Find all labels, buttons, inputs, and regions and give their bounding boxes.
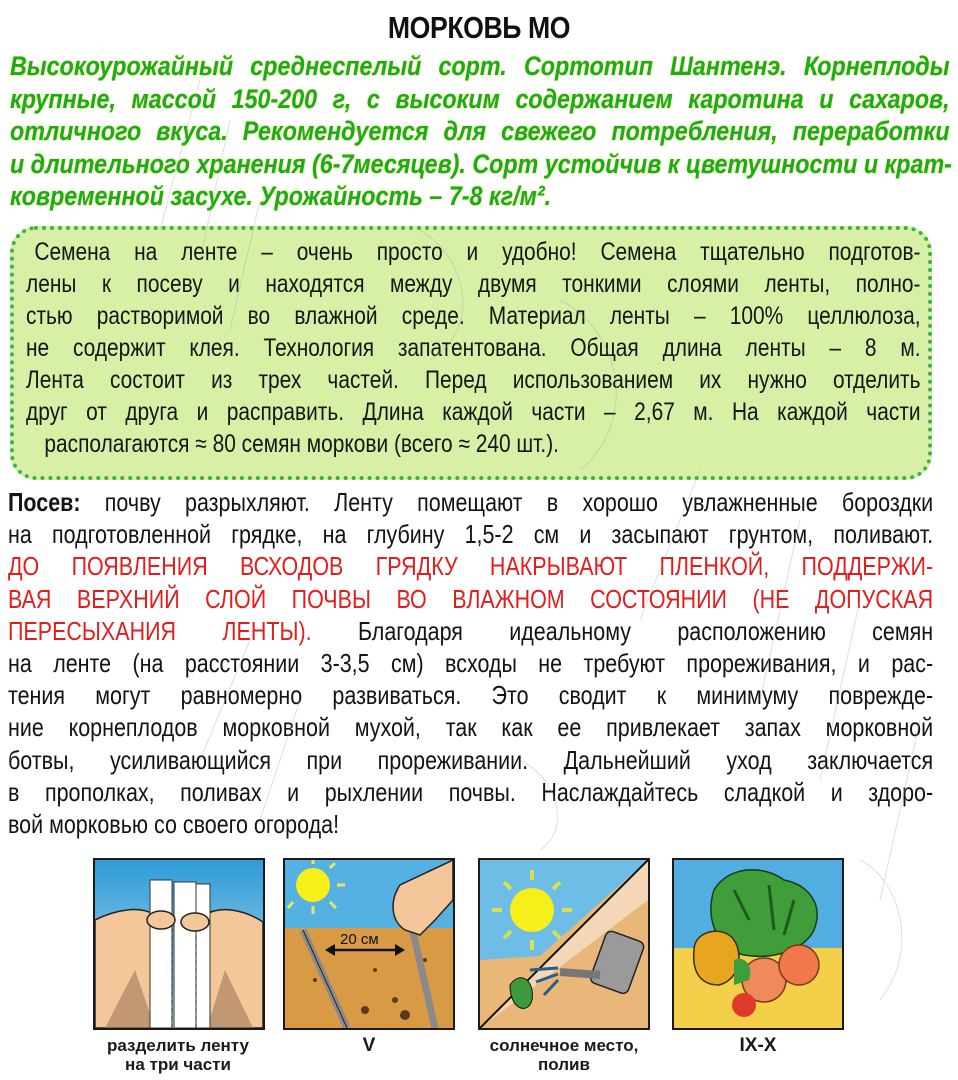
sowing-rows-icon [283, 858, 455, 1030]
sowing-line: вой морковью со своего огорода! [8, 809, 340, 840]
seed-tape-info-text [26, 236, 921, 460]
info-line: стью растворимой во влажной среде. Материал ленты – 100% целлюлоза, [26, 302, 921, 330]
sowing-line: тения могут равномерно развиваться. Это сводит к минимуму поврежде- [8, 680, 934, 711]
sowing-instructions [8, 486, 933, 840]
sun-and-watering-icon [478, 858, 650, 1030]
sowing-line: Посев: почву разрыхляют. Ленту помещают в хорошо увлажненные бороздки [8, 487, 934, 517]
intro-line: Высокоурожайный среднеспелый сорт. Сортотип Шантенэ. Корнеплоды [10, 51, 950, 81]
step-caption: разделить ленту на три части [107, 1036, 249, 1074]
info-line: Семена на ленте – очень просто и удобно! Семена тщательно подготов- [34, 238, 921, 266]
step-caption: солнечное место, полив [489, 1036, 639, 1074]
hands-splitting-tape-icon [93, 858, 265, 1030]
intro-line: отличного вкуса. Рекомендуется для свежего потребления, переработки [10, 116, 950, 146]
intro-line: и длительного хранения (6-7месяцев). Сорт устойчив к цветушности и крат- [10, 148, 952, 179]
sowing-line: на ленте (на расстоянии 3-3,5 см) всходы не требуют прореживания, и рас- [8, 648, 934, 679]
sowing-line: на подготовленной грядке, на глубину 1,5-2 см и засыпают грунтом, поливают. [8, 519, 934, 550]
sowing-line: ботвы, усиливающийся при прореживании. Дальнейший уход заключается [8, 744, 934, 775]
page-title: МОРКОВЬ МО [387, 10, 571, 45]
info-line: Лента состоит из трех частей. Перед использованием их нужно отделить [26, 366, 921, 394]
sowing-line: ПЕРЕСЫХАНИЯ ЛЕНТЫ). Благодаря идеальному расположению семян [8, 615, 934, 646]
intro-line: крупные, массой 150-200 г, с высоким содержанием каротина и сахаров, [10, 83, 950, 114]
info-line: не содержит клея. Технология запатентована. Общая длина ленты – 8 м. [26, 334, 921, 362]
step-caption: V [362, 1035, 376, 1056]
step-caption: IX-X [739, 1035, 777, 1056]
info-line: друг от друга и расправить. Длина каждой части – 2,67 м. На каждой части [26, 398, 921, 426]
warning-line: ПЕРЕСЫХАНИЯ ЛЕНТЫ). [8, 615, 312, 646]
variety-description [10, 50, 950, 213]
harvest-vegetables-icon [672, 858, 844, 1030]
warning-line: ДО ПОЯВЛЕНИЯ ВСХОДОВ ГРЯДКУ НАКРЫВАЮТ ПЛЕНКОЙ, ПОДДЕРЖИ- [8, 551, 934, 582]
info-line: лены к посеву и находятся между двумя тонкими слоями ленты, полно- [26, 270, 921, 298]
sowing-label: Посев: [8, 487, 81, 517]
svg-text:20 см: 20 см [340, 931, 379, 948]
info-line: располагаются ≈ 80 семян моркови (всего ≈ 240 шт.). [44, 430, 560, 458]
sowing-line: в прополках, поливах и рыхлении почвы. Наслаждайтесь сладкой и здоро- [8, 776, 934, 807]
sowing-line: ние корнеплодов морковной мухой, так как ее привлекает запах морковной [8, 712, 934, 743]
intro-line: ковременной засухе. Урожайность – 7-8 кг/м². [10, 181, 552, 211]
warning-line: ВАЯ ВЕРХНИЙ СЛОЙ ПОЧВЫ ВО ВЛАЖНОМ СОСТОЯНИИ (НЕ ДОПУСКАЯ [8, 583, 934, 614]
